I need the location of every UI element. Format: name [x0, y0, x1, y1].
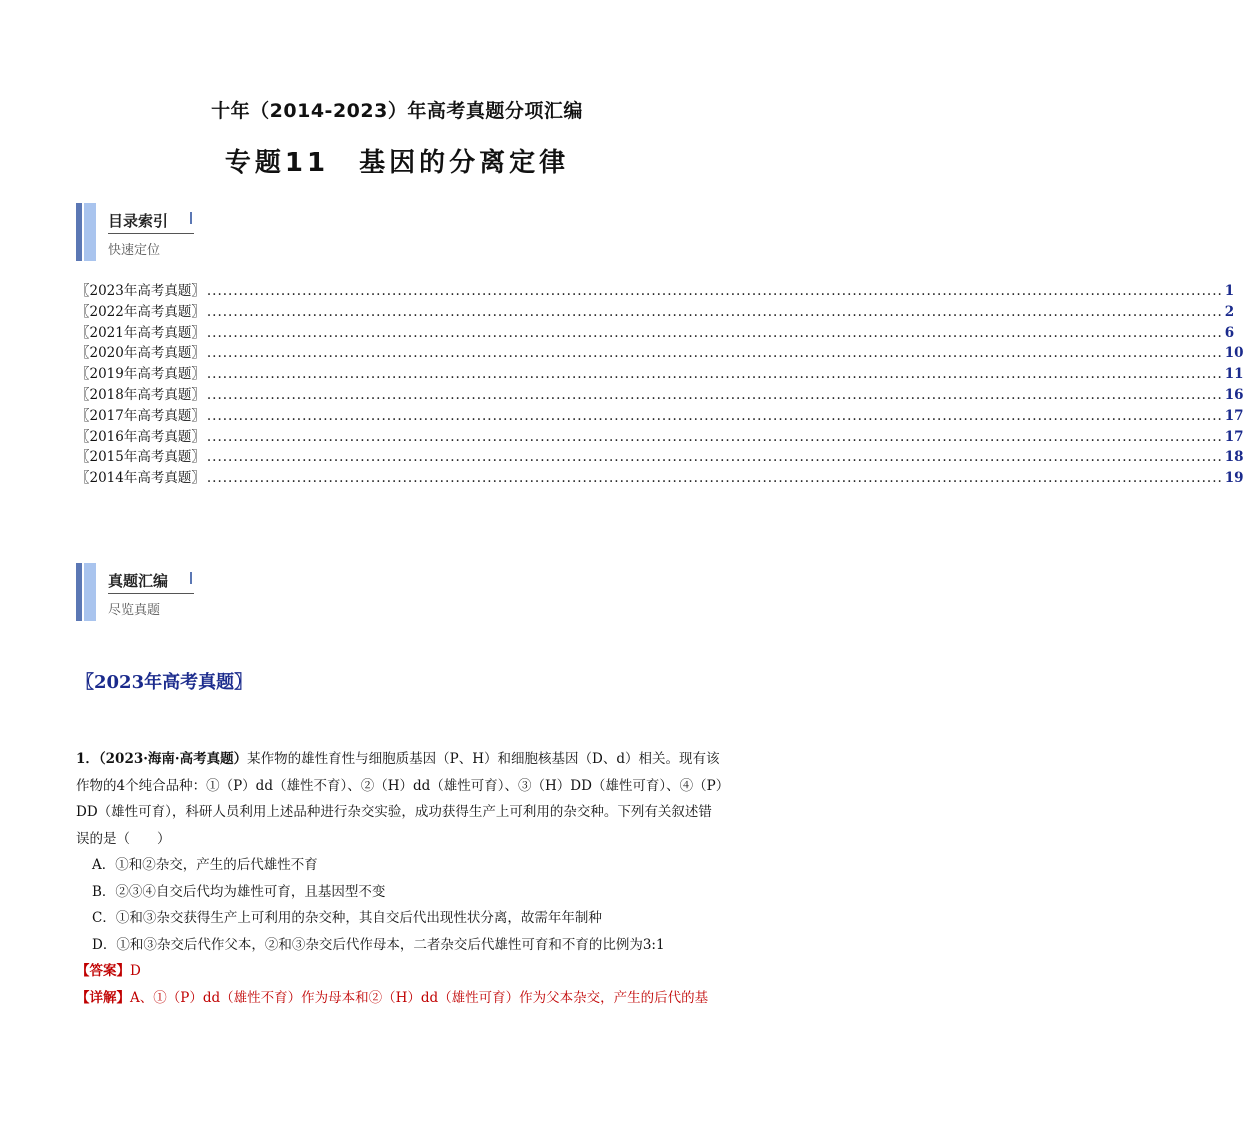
option-c: C．①和③杂交获得生产上可利用的杂交种，其自交后代出现性状分离，故需年年制种 [92, 910, 602, 926]
toc-row[interactable] [76, 300, 1235, 321]
toc-leader-dots: ................................................................................................................................................................................................ [206, 345, 1223, 362]
toc-leader-dots: ................................................................................................................................................................................................ [206, 324, 1223, 341]
toc-entry-label: 〖2018年高考真题〗 [76, 386, 205, 403]
toc-entry-label: 〖2014年高考真题〗 [76, 470, 205, 487]
toc-leader-dots: ................................................................................................................................................................................................ [206, 407, 1223, 424]
toc-row[interactable] [76, 445, 1244, 466]
section-bar-light [84, 563, 96, 621]
toc-row[interactable] [76, 404, 1244, 425]
toc-page-number: 1 [1224, 283, 1235, 299]
exam-section-title: 真题汇编 [108, 572, 169, 590]
toc-page-number: 11 [1224, 366, 1244, 383]
toc-row[interactable] [76, 362, 1244, 383]
toc-page-number: 17 [1224, 407, 1244, 424]
toc-entry-label: 〖2022年高考真题〗 [76, 303, 205, 320]
toc-leader-dots: ................................................................................................................................................................................................ [206, 428, 1223, 445]
toc-leader-dots: ................................................................................................................................................................................................ [206, 303, 1223, 320]
table-of-contents [76, 279, 1244, 487]
toc-entry-label: 〖2021年高考真题〗 [76, 324, 205, 341]
toc-entry-label: 〖2023年高考真题〗 [76, 283, 205, 299]
answer-line [76, 958, 724, 985]
question-block [76, 746, 724, 1011]
toc-leader-dots: ................................................................................................................................................................................................ [206, 449, 1223, 466]
toc-row[interactable] [76, 383, 1244, 404]
exam-section-subtitle: 尽览真题 [108, 603, 161, 618]
section-bar-dark [76, 203, 82, 261]
exam-section-header [76, 563, 216, 621]
topic-title: 专题11 基因的分离定律 [224, 148, 570, 178]
toc-section-subtitle: 快速定位 [108, 243, 161, 258]
toc-row[interactable] [76, 425, 1244, 446]
detail-label: 【详解】 [76, 989, 130, 1006]
toc-entry-label: 〖2015年高考真题〗 [76, 449, 205, 466]
toc-page-number: 18 [1224, 449, 1244, 466]
detail-text: A、①（P）dd（雄性不育）作为母本和②（H）dd（雄性可育）作为父本杂交，产生的后代的基 [130, 989, 709, 1006]
document-title: 十年（2014-2023）年高考真题分项汇编 [211, 100, 583, 122]
toc-entry-label: 〖2016年高考真题〗 [76, 428, 205, 445]
year-heading: 〖2023年高考真题〗 [76, 672, 253, 693]
option-a: A．①和②杂交，产生的后代雄性不育 [92, 857, 318, 873]
toc-entry-label: 〖2019年高考真题〗 [76, 366, 205, 383]
option-b: B．②③④自交后代均为雄性可育，且基因型不变 [92, 883, 386, 900]
toc-page-number: 17 [1224, 428, 1244, 445]
question-number: 1． [76, 751, 99, 767]
toc-page-number: 2 [1224, 303, 1235, 320]
toc-page-number: 10 [1224, 345, 1244, 362]
toc-page-number: 6 [1224, 324, 1235, 341]
toc-section-title: 目录索引 [108, 212, 169, 230]
question-source: （2023·海南·高考真题） [98, 751, 248, 767]
toc-leader-dots: ................................................................................................................................................................................................ [206, 386, 1223, 403]
detail-line [76, 985, 724, 1012]
toc-row[interactable] [76, 466, 1244, 487]
answer-label: 【答案】 [76, 963, 130, 979]
section-bar-light [84, 203, 96, 261]
section-tick-mark [190, 572, 192, 584]
toc-page-number: 19 [1224, 470, 1244, 487]
toc-row[interactable] [76, 321, 1235, 342]
toc-row[interactable] [76, 341, 1244, 362]
toc-page-number: 16 [1224, 386, 1244, 403]
section-underline [108, 593, 194, 594]
toc-entry-label: 〖2020年高考真题〗 [76, 345, 205, 362]
option-d: D．①和③杂交后代作父本，②和③杂交后代作母本，二者杂交后代雄性可育和不育的比例为3:1 [92, 936, 665, 953]
toc-section-header [76, 203, 216, 261]
toc-row[interactable] [76, 279, 1235, 300]
section-tick-mark [190, 212, 192, 224]
toc-entry-label: 〖2017年高考真题〗 [76, 407, 205, 424]
question-stem [76, 746, 724, 852]
answer-value: D [130, 963, 141, 979]
toc-leader-dots: ................................................................................................................................................................................................ [206, 283, 1223, 299]
question-text: 某作物的雄性育性与细胞质基因（P、H）和细胞核基因（D、d）相关。现有该作物的4个纯合品种：①（P）dd（雄性不育）、②（H）dd（雄性可育）、③（H）DD（雄性可育）、④（P）DD（雄性可育），科研人员利用上述品种进行杂交实验，成功获得生产上可利用的杂交种。下列有关叙述错误的是（ ） [76, 751, 723, 847]
section-bar-dark [76, 563, 82, 621]
toc-leader-dots: ................................................................................................................................................................................................ [206, 470, 1223, 487]
toc-leader-dots: ................................................................................................................................................................................................ [206, 366, 1223, 383]
section-underline [108, 233, 194, 234]
